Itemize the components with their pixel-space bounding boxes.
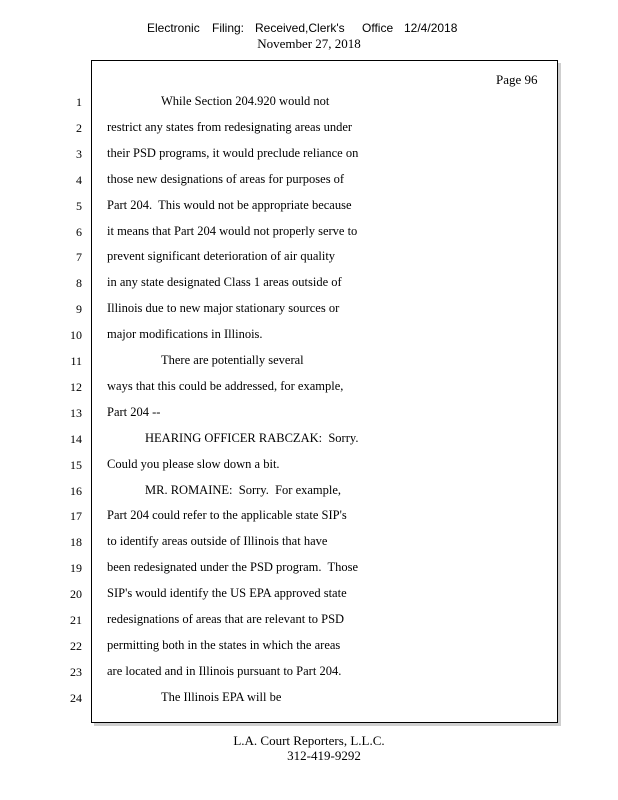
line-number: 21 [70,613,82,627]
line-number: 2 [76,121,82,135]
transcript-line-text: those new designations of areas for purposes of [107,172,345,186]
footer-company: L.A. Court Reporters, L.L.C. [233,733,385,748]
line-number: 7 [76,250,82,264]
line-number: 1 [76,95,82,109]
transcript-line-text: MR. ROMAINE: Sorry. For example, [145,483,342,497]
line-number: 18 [70,535,82,549]
line-number: 24 [70,691,82,705]
line-number: 5 [76,199,82,213]
stamp-office: Office [362,21,394,35]
transcript-line-text: ways that this could be addressed, for example, [107,379,344,393]
transcript-line-text: Part 204. This would not be appropriate because [107,198,352,212]
transcript-line-text: their PSD programs, it would preclude reliance on [107,146,359,160]
line-number: 3 [76,147,82,161]
footer-phone: 312-419-9292 [287,748,361,763]
stamp-electronic: Electronic [147,21,200,35]
transcript-line-text: to identify areas outside of Illinois that have [107,534,328,548]
line-number: 17 [70,509,82,523]
stamp-received: Received,Clerk's [255,21,345,35]
stamp-filing: Filing: [212,21,245,35]
line-number: 8 [76,276,82,290]
line-number: 6 [76,225,82,239]
transcript-line-text: are located and in Illinois pursuant to Part 204. [107,664,342,678]
transcript-line-text: restrict any states from redesignating areas under [107,120,353,134]
line-number: 13 [70,406,82,420]
transcript-line-text: While Section 204.920 would not [161,94,330,108]
line-number: 15 [70,458,82,472]
transcript-line-text: major modifications in Illinois. [107,327,263,341]
line-number: 19 [70,561,82,575]
transcript-line-text: permitting both in the states in which the areas [107,638,341,652]
transcript-date: November 27, 2018 [257,36,361,51]
transcript-line-text: There are potentially several [161,353,304,367]
transcript-line-text: Part 204 could refer to the applicable state SIP's [107,508,347,522]
line-number: 22 [70,639,82,653]
stamp-date: 12/4/2018 [404,21,458,35]
transcript-line-text: redesignations of areas that are relevant to PSD [107,612,345,626]
line-number: 4 [76,173,82,187]
line-number: 9 [76,302,82,316]
transcript-line-text: prevent significant deterioration of air quality [107,249,336,263]
transcript-line-text: Illinois due to new major stationary sources or [107,301,340,315]
transcript-line-text: SIP's would identify the US EPA approved state [107,586,347,600]
line-number: 10 [70,328,82,342]
line-number: 16 [70,484,82,498]
transcript-line-text: Could you please slow down a bit. [107,457,280,471]
line-number: 23 [70,665,82,679]
transcript-line-text: in any state designated Class 1 areas outside of [107,275,342,289]
line-number: 20 [70,587,82,601]
transcript-line-text: Part 204 -- [107,405,161,419]
line-number: 12 [70,380,82,394]
transcript-line-text: HEARING OFFICER RABCZAK: Sorry. [145,431,359,445]
line-number: 11 [70,354,82,368]
transcript-line-text: The Illinois EPA will be [161,690,282,704]
page-number: Page 96 [496,72,538,87]
line-number: 14 [70,432,82,446]
transcript-line-text: it means that Part 204 would not properly serve to [107,224,358,238]
transcript-line-text: been redesignated under the PSD program. Those [107,560,359,574]
